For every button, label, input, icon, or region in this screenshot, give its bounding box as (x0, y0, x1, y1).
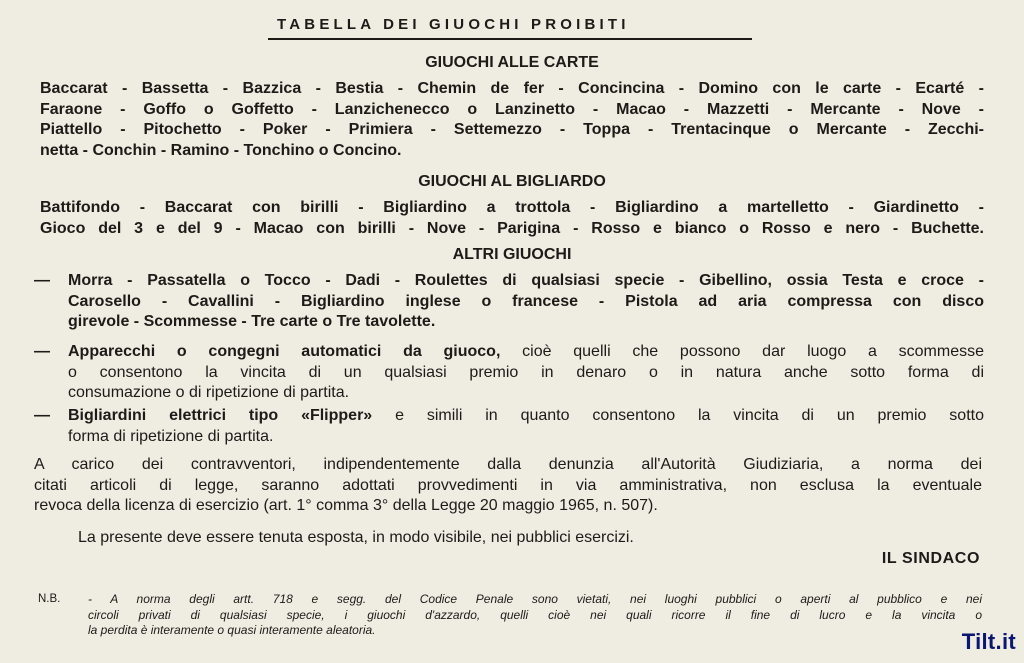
heading-altri: ALTRI GIUOCHI (452, 246, 572, 263)
item-dash: — (34, 272, 50, 289)
item-dash: — (34, 407, 50, 424)
signature: IL SINDACO (881, 550, 980, 567)
nb-line: la perdita è interamente o quasi interamente aleatoria. (88, 623, 376, 637)
heading-carte: GIUOCHI ALLE CARTE (425, 54, 599, 71)
item-dash: — (34, 343, 50, 360)
nb-label: N.B. (38, 593, 61, 605)
list-line: Faraone - Goffo o Goffetto - Lanzichenecco o Lanzinetto - Macao - Mazzetti - Mercante - Nove - (40, 100, 984, 118)
list-line (68, 406, 984, 427)
list-line: Battifondo - Baccarat con birilli - Bigliardino a trottola - Bigliardino a martelletto - Giardinetto - (40, 199, 984, 216)
item-apparecchi (68, 342, 984, 404)
list-line: netta - Conchin - Ramino - Tonchino o Concino. (40, 141, 402, 159)
list-line: girevole - Scommesse - Tre carte o Tre tavolette. (68, 313, 436, 330)
display-notice: La presente deve essere tenuta esposta, in modo visibile, nei pubblici esercizi. (78, 529, 634, 546)
paragraph-line: A carico dei contravventori, indipendentemente dalla denunzia all'Autorità Giudiziaria, a norma dei (34, 456, 982, 473)
list-line: o consentono la vincita di un qualsiasi premio in denaro o in natura anche sotto forma di (68, 363, 984, 381)
nb-line: circoli privati di qualsiasi specie, i giuochi d'azzardo, quelli cioè nei quali ricorre il fine di lucro e la vincita o (88, 607, 982, 622)
watermark-logo: Tilt.it (961, 629, 1016, 654)
list-line (68, 342, 984, 363)
list-line: Baccarat - Bassetta - Bazzica - Bestia - Chemin de fer - Concincina - Domino con le carte - Ecarté - (40, 80, 984, 97)
paragraph-line: revoca della licenza di esercizio (art. 1° comma 3° della Legge 20 maggio 1965, n. 507). (34, 497, 658, 514)
heading-bigliardo: GIUOCHI AL BIGLIARDO (418, 173, 606, 190)
item-bold-lead: Bigliardini elettrici tipo «Flipper» (68, 407, 373, 424)
list-altri (68, 271, 984, 333)
item-text: e simili in quanto consentono la vincita di un premio sotto (372, 407, 984, 424)
list-line: forma di ripetizione di partita. (68, 427, 274, 445)
list-carte (40, 79, 984, 161)
list-line: Gioco del 3 e del 9 - Macao con birilli - Nove - Parigina - Rosso e bianco o Rosso e nero - Buchette. (40, 219, 984, 237)
item-text: cioè quelli che possono dar luogo a scommesse (500, 343, 984, 360)
nb-line: - A norma degli artt. 718 e segg. del Codice Penale sono vietati, nei luoghi pubblici o aperti al pubblico e nei (88, 592, 982, 606)
list-line: Piattello - Pitochetto - Poker - Primiera - Settemezzo - Toppa - Trentacinque o Mercante - Zecchi- (40, 121, 984, 138)
penalty-paragraph (34, 455, 982, 517)
item-flipper (68, 406, 984, 447)
list-line: Morra - Passatella o Tocco - Dadi - Roulettes di qualsiasi specie - Gibellino, ossia Testa e croce - (68, 272, 984, 289)
list-bigliardo (40, 198, 984, 239)
list-line: consumazione o di ripetizione di partita. (68, 384, 350, 401)
poster-title: TABELLA DEI GIUOCHI PROIBITI (277, 16, 630, 33)
list-line: Carosello - Cavallini - Bigliardino inglese o francese - Pistola ad aria compressa con disco (68, 292, 984, 310)
paragraph-line: citati articoli di legge, saranno adottati provvedimenti in via amministrativa, non esclusa la eventuale (34, 476, 982, 494)
title-underline (268, 38, 752, 40)
item-bold-lead: Apparecchi o congegni automatici da giuoco, (68, 343, 501, 360)
nb-note (88, 592, 982, 639)
